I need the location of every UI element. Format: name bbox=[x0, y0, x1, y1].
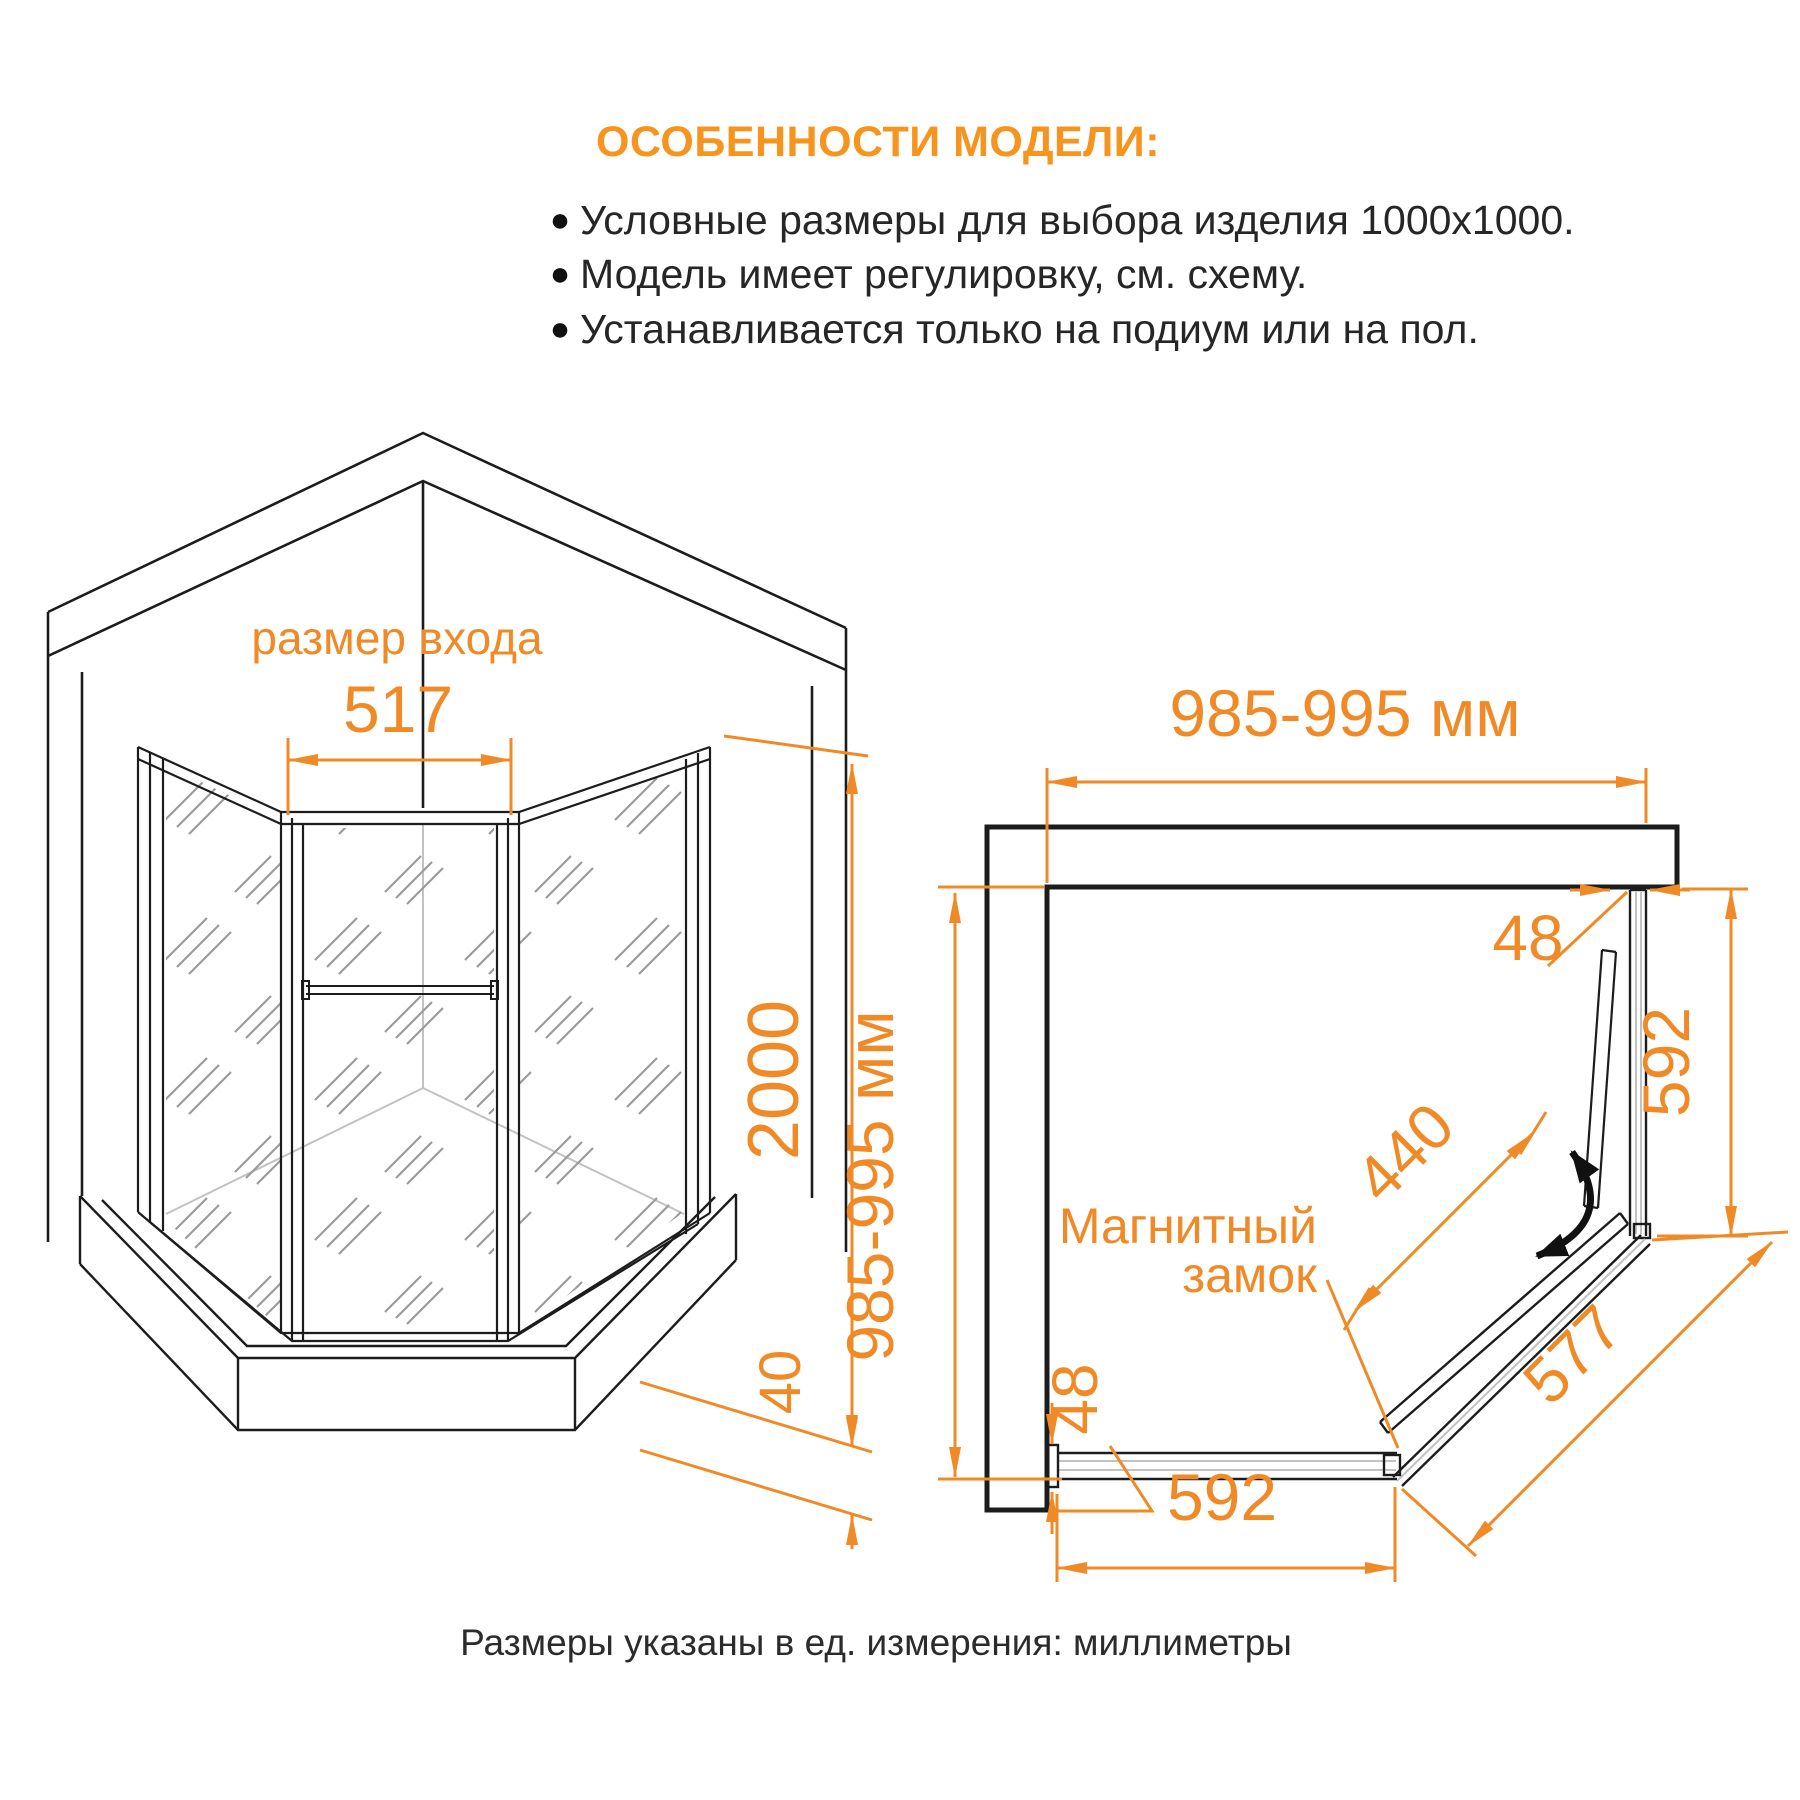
dim-plan-width-top bbox=[1047, 676, 1646, 883]
bullet-icon: ● bbox=[549, 255, 571, 294]
feature-text: Модель имеет регулировку, см. схему. bbox=[580, 251, 1308, 298]
profile-bottom-value: 48 bbox=[1039, 1363, 1111, 1435]
units-note: Размеры указаны в ед. измерения: миллиметры bbox=[460, 1622, 1292, 1663]
dim-entrance bbox=[251, 612, 543, 815]
lock-label-line1: Магнитный bbox=[1058, 1198, 1317, 1254]
plan-view bbox=[833, 676, 1788, 1582]
entrance-label: размер входа bbox=[251, 612, 543, 664]
diagonal-value: 577 bbox=[1509, 1291, 1636, 1418]
dim-profile-top bbox=[1492, 890, 1690, 974]
feature-text: Условные размеры для выбора изделия 1000х1000. bbox=[580, 197, 1575, 243]
side-right-value: 592 bbox=[1629, 1006, 1703, 1118]
bullet-icon: ● bbox=[549, 201, 571, 239]
profile-top-value: 48 bbox=[1492, 902, 1564, 974]
dim-plan-depth-left bbox=[833, 887, 1062, 1479]
entrance-width-value: 517 bbox=[342, 672, 454, 746]
side-bottom-value: 592 bbox=[1166, 1460, 1278, 1534]
feature-text: Устанавливается только на подиум или на пол. bbox=[580, 305, 1479, 352]
lock-label-line2: замок bbox=[1182, 1247, 1317, 1303]
features-title: ОСОБЕННОСТИ МОДЕЛИ: bbox=[596, 118, 1161, 166]
door-width-value: 440 bbox=[1341, 1089, 1468, 1216]
plan-door-leaf-right bbox=[1584, 950, 1616, 1208]
plan-depth-left-value: 985-995 мм bbox=[833, 1010, 907, 1362]
door-swing-arrow bbox=[1537, 1152, 1591, 1256]
tray-height-value: 40 bbox=[748, 1349, 813, 1415]
bullet-icon: ● bbox=[549, 309, 571, 348]
dim-tray-height bbox=[640, 1350, 872, 1549]
isometric-view bbox=[48, 433, 872, 1549]
height-value: 2000 bbox=[734, 999, 814, 1161]
dim-door-width bbox=[1341, 1089, 1546, 1330]
plan-width-top-value: 985-995 мм bbox=[1169, 676, 1521, 750]
glass-panels bbox=[166, 762, 684, 1332]
